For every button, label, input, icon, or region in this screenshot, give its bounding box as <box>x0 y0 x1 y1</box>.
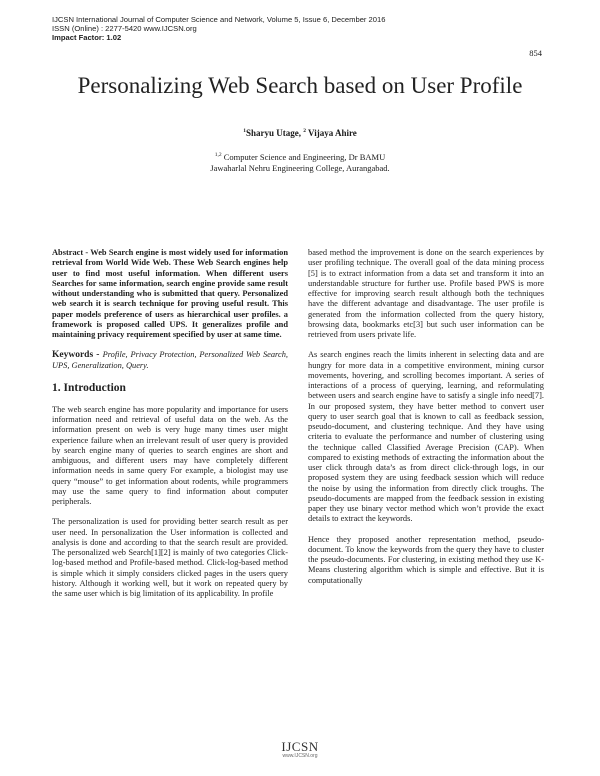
journal-header-line2: ISSN (Online) : 2277-5420 www.IJCSN.org <box>52 24 197 33</box>
affiliation-line1 <box>0 152 600 162</box>
page-number: 854 <box>529 48 542 58</box>
author1-name: Sharyu Utage, <box>245 128 304 138</box>
affiliation-dept: Computer Science and Engineering, Dr BAMU <box>221 152 386 162</box>
author2-superscript: 2 <box>303 128 306 134</box>
journal-header-line1: IJCSN International Journal of Computer Science and Network, Volume 5, Issue 6, December 2016 <box>52 15 386 24</box>
keywords-text: Profile, Privacy Protection, Personalized Web Search, UPS, Generalization, Query. <box>52 350 288 370</box>
author1-superscript: 1 <box>243 128 246 134</box>
footer-logo-tagline: www.IJCSN.org <box>282 753 318 759</box>
paper-title: Personalizing Web Search based on User Profile <box>77 73 523 98</box>
author-list <box>0 128 600 138</box>
intro-paragraph-2: The personalization is used for providing better search result as per user need. In personalization the User information is collected and analysis is done and according to that the search result are provided. The personalized web Search[1][2] is mainly of two categories Click-log-based method and Profile-based method. Click-log-based method is simple which it simply considers clicked pages in the users query history. Although it working well, but it work on repeated query by the same user which is big limitation of its applicability. In profile <box>52 517 288 598</box>
author2-name: Vijaya Ahire <box>305 128 357 138</box>
footer-logo-text: IJCSN <box>281 739 319 754</box>
impact-factor: Impact Factor: 1.02 <box>52 33 122 42</box>
right-paragraph-2: As search engines reach the limits inherent in selecting data and are hungry for more data in a competitive environment, mining cursor movements, hovering, and scrolling becomes important. A series of interactions of a process of querying, learning, and reformulating between users and search engine have to satisfy a single info need[7]. In our proposed system, they have better method to convert user query to user search goal that is known to call as feedback session, pseudo-document, and clustering technique. And they have using criteria to evaluate the performance and number of clustering using the technique called Classified Average Precision (CAP). When compared to existing methods of extracting the information about the user click through data’s as from direct click-through logs, in our proposed system they are using feedback session which will reduce the noise by using the information from directly click troughs. The pseudo-documents are mapped from the feedback session in existing paper they use binary vector method which won’t provide the exact details to extract the keywords. <box>308 350 544 524</box>
affiliation-line2: Jawaharlal Nehru Engineering College, Aurangabad. <box>210 163 390 173</box>
left-column <box>52 248 288 599</box>
affiliation-superscript: 1,2 <box>214 152 222 159</box>
right-paragraph-1: based method the improvement is done on the search experiences by user profiling technique. The overall goal of the data mining process [5] is to extract information from a data set and transform it into an understandable structure for further use. Profile based PWS is more effective for improving search result although both the techniques have the different advantage and disadvantage. The user profile is generated from the information collected from the query history, browsing data, bookmarks etc[3] but such user information can be retrieved from users private life. <box>308 248 544 339</box>
right-column <box>308 248 544 586</box>
right-paragraph-3: Hence they proposed another representation method, pseudo-document. To know the keywords from the query they have to cluster the pseudo-documents. For clustering, in existing method they use K-Means clustering algorithm which is simple and effective. But it is computationally <box>308 534 544 585</box>
intro-paragraph-1: The web search engine has more popularity and importance for users information need and retrieval of useful data on the web. As the information present on web is very huge many times user might experience failure when an irrelevant result of user query is provided by search engine many of queries to search engines are short and ambiguous, and different users may have completely different information needs in same query For example, a biologist may use query “mouse” to get information about rodents, while programmers may use the same query to find information about computer peripherals. <box>52 404 288 506</box>
section-heading-introduction: 1. Introduction <box>52 381 126 394</box>
keywords-label: Keywords - <box>52 350 103 361</box>
footer-logo <box>0 740 600 759</box>
abstract: Abstract - Web Search engine is most widely used for information retrieval from World Wide Web. These Web Search engines help user to find most useful information. When different users Searches for same information, search engine provide same result without understanding who is submitted that query. Personalized web search it is search technique for proving useful result. This paper models preference of users as hierarchical user profiles. a framework is proposed called UPS. It generalizes profile and maintaining privacy requirement specified by user at same time. <box>52 248 288 339</box>
keywords <box>52 350 288 371</box>
